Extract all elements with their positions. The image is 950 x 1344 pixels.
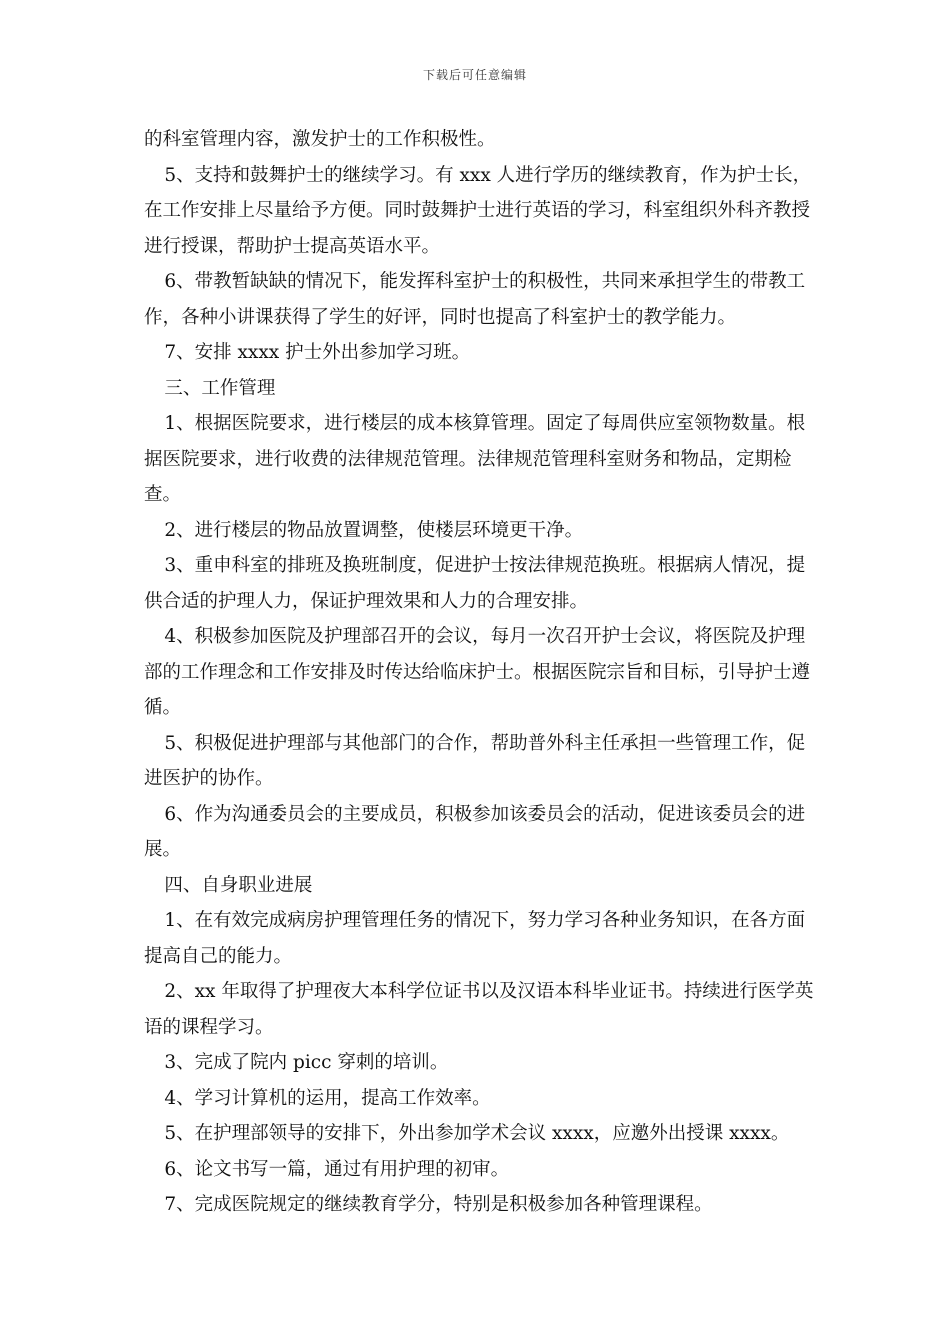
section-heading: 三、工作管理: [164, 377, 276, 399]
paragraph-item: 3、完成了院内 picc 穿刺的培训。: [164, 1052, 449, 1073]
paragraph-item: 1、根据医院要求，进行楼层的成本核算管理。固定了每周供应室领物数量。根据医院要求，进行收费的法律规范管理。法律规范管理科室财务和物品，定期检查。: [144, 413, 806, 505]
paragraph-continuation: 的科室管理内容，激发护士的工作积极性。: [144, 129, 496, 150]
paragraph-item: 4、积极参加医院及护理部召开的会议，每月一次召开护士会议，将医院及护理部的工作理念和工作安排及时传达给临床护士。根据医院宗旨和目标，引导护士遵循。: [144, 626, 811, 718]
paragraph-item: 2、进行楼层的物品放置调整，使楼层环境更干净。: [164, 519, 584, 541]
paragraph-item: 7、安排 xxxx 护士外出参加学习班。: [164, 342, 471, 363]
paragraph-item: 5、在护理部领导的安排下，外出参加学术会议 xxxx，应邀外出授课 xxxx。: [164, 1123, 790, 1144]
paragraph-item: 5、支持和鼓舞护士的继续学习。有 xxx 人进行学历的继续教育，作为护士长，在工作安排上尽量给予方便。同时鼓舞护士进行英语的学习，科室组织外科齐教授进行授课，帮助护士提高英语水平。: [144, 164, 812, 257]
paragraph-item: 6、作为沟通委员会的主要成员，积极参加该委员会的活动，促进该委员会的进展。: [144, 803, 806, 860]
header-note: 下载后可任意编辑: [422, 68, 527, 82]
section-heading: 四、自身职业进展: [164, 874, 313, 896]
paragraph-item: 1、在有效完成病房护理管理任务的情况下，努力学习各种业务知识，在各方面提高自己的能力。: [144, 910, 806, 967]
paragraph-item: 3、重申科室的排班及换班制度，促进护士按法律规范换班。根据病人情况，提供合适的护理人力，保证护理效果和人力的合理安排。: [144, 555, 806, 612]
paragraph-item: 4、学习计算机的运用，提高工作效率。: [164, 1087, 491, 1109]
paragraph-item: 6、带教暂缺缺的情况下，能发挥科室护士的积极性，共同来承担学生的带教工作，各种小讲课获得了学生的好评，同时也提高了科室护士的教学能力。: [144, 271, 806, 328]
paragraph-item: 6、论文书写一篇，通过有用护理的初审。: [164, 1158, 510, 1180]
document-body: [144, 122, 814, 1223]
paragraph-item: 5、积极促进护理部与其他部门的合作，帮助普外科主任承担一些管理工作，促进医护的协作。: [144, 732, 806, 789]
paragraph-item: 2、xx 年取得了护理夜大本科学位证书以及汉语本科毕业证书。持续进行医学英语的课程学习。: [144, 981, 814, 1038]
paragraph-item: 7、完成医院规定的继续教育学分，特别是积极参加各种管理课程。: [164, 1194, 713, 1215]
